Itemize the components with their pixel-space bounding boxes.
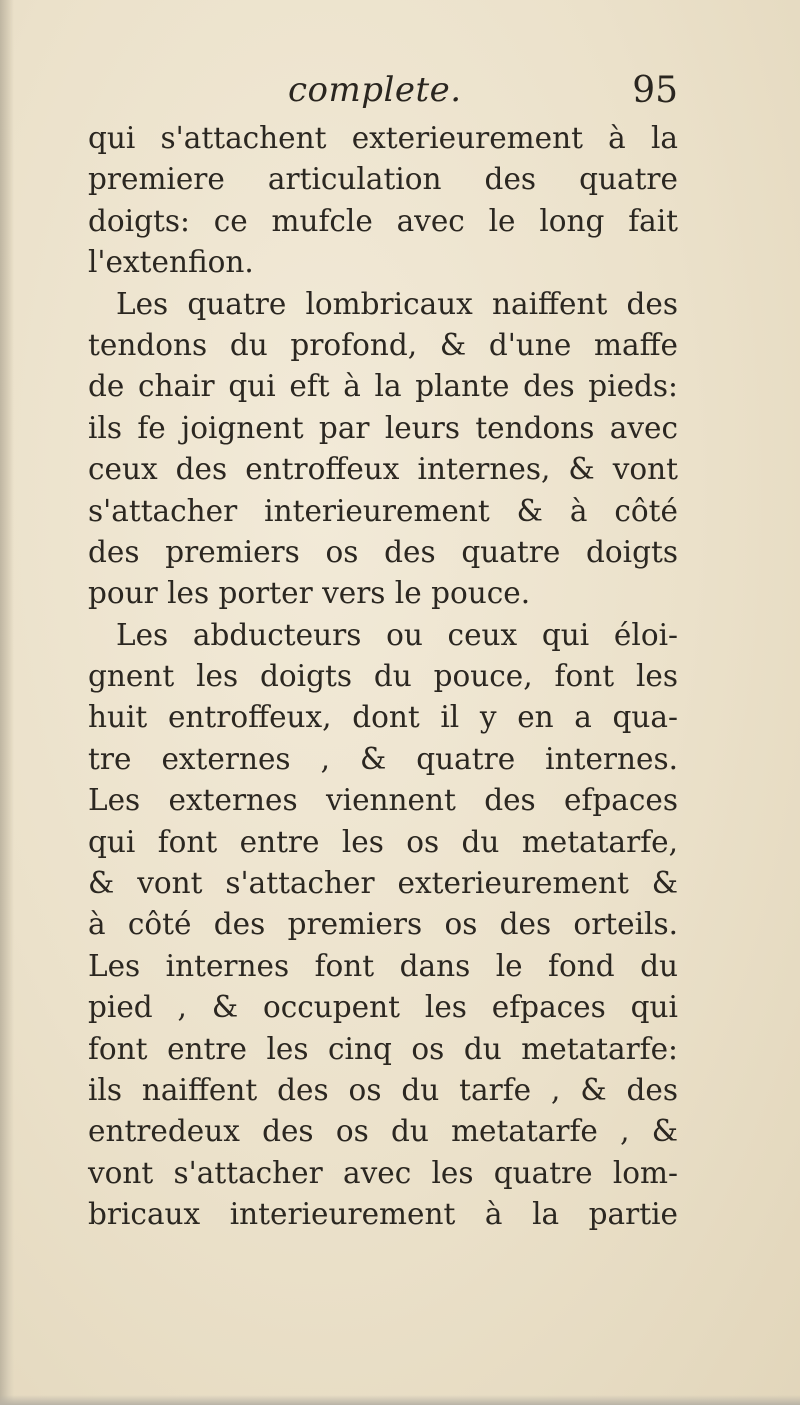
text-line: premiere articulation des quatre	[88, 162, 678, 197]
page-gutter-shadow	[0, 0, 14, 1405]
text-line: qui s'attachent exterieurement à la	[88, 121, 678, 155]
text-line: pied , & occupent les efpaces qui	[88, 990, 678, 1025]
text-line: Les externes viennent des efpaces	[88, 783, 678, 818]
page-number: 95	[632, 70, 678, 111]
text-line: tendons du profond, & d'une maffe	[88, 327, 678, 362]
text-line: vont s'attacher avec les quatre lom-	[88, 1155, 678, 1190]
text-line: Les internes font dans le fond du	[88, 948, 678, 983]
body-text	[88, 118, 678, 1236]
text-line: & vont s'attacher exterieurement &	[88, 866, 678, 901]
text-line: font entre les cinq os du metatarfe:	[88, 1031, 678, 1066]
text-line: ils naiffent des os du tarfe , & des	[88, 1072, 678, 1107]
text-line: pour les porter vers le pouce.	[88, 576, 531, 611]
text-line: qui font entre les os du metatarfe,	[88, 824, 678, 859]
text-line: ceux des entroffeux internes, & vont	[88, 452, 678, 487]
text-line: entredeux des os du metatarfe , &	[88, 1114, 678, 1149]
text-line: ils fe joignent par leurs tendons avec	[88, 410, 678, 445]
text-line: gnent les doigts du pouce, font les	[88, 659, 678, 694]
text-line: l'extenfion.	[88, 245, 254, 280]
text-line: des premiers os des quatre doigts	[88, 534, 678, 569]
paragraph-start-line: Les abducteurs ou ceux qui éloi-	[116, 617, 678, 652]
text-line: tre externes , & quatre internes.	[88, 741, 678, 776]
paragraph-start-line: Les quatre lombricaux naiffent des	[116, 286, 678, 321]
text-line: de chair qui eft à la plante des pieds:	[88, 369, 678, 404]
text-line: doigts: ce mufcle avec le long fait	[88, 203, 678, 238]
text-line: s'attacher interieurement & à côté	[88, 493, 678, 528]
text-line: bricaux interieurement à la partie	[88, 1197, 678, 1232]
page-bottom-shadow	[0, 1395, 800, 1405]
text-line: à côté des premiers os des orteils.	[88, 907, 678, 942]
running-head	[88, 66, 678, 116]
running-title: complete.	[288, 70, 462, 110]
text-line: huit entroffeux, dont il y en a qua-	[88, 700, 678, 735]
